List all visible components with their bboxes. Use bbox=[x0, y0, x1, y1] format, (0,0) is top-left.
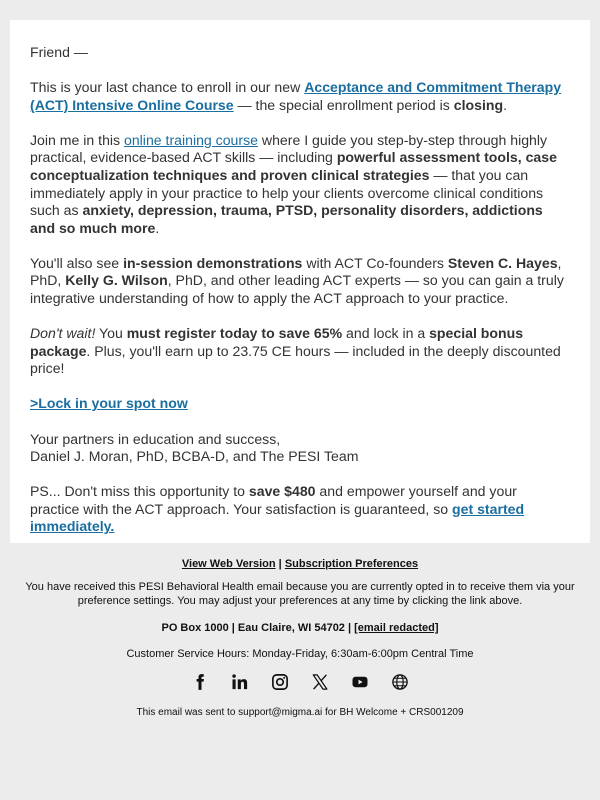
footer-links: View Web Version | Subscription Preferences bbox=[181, 558, 419, 570]
contact-email-link[interactable]: [email redacted] bbox=[354, 622, 439, 634]
course-link[interactable]: Acceptance and Commitment Therapy (ACT) Intensive Online Course bbox=[30, 79, 562, 113]
mailing-address: PO Box 1000 | Eau Claire, WI 54702 | [email redacted] bbox=[161, 622, 439, 634]
globe-icon[interactable] bbox=[390, 672, 410, 692]
paragraph-last-chance: This is your last chance to enroll in our new Acceptance and Commitment Therapy (ACT) Intensive Online Course — the special enrollment period is closing. bbox=[30, 79, 562, 113]
social-icons bbox=[0, 672, 600, 694]
email-body bbox=[10, 20, 590, 543]
lock-in-spot-link[interactable]: >Lock in your spot now bbox=[30, 395, 188, 412]
signoff: Your partners in education and success, Daniel J. Moran, PhD, BCBA-D, and The PESI Team bbox=[30, 430, 359, 465]
paragraph-dont-wait: Don't wait! You must register today to save 65% and lock in a special bonus package. Plus, you'll earn up to 23.75 CE hours — included in the deeply discounted price! bbox=[30, 325, 561, 377]
view-web-version-link[interactable]: View Web Version bbox=[181, 558, 276, 570]
facebook-icon[interactable] bbox=[190, 672, 210, 692]
opt-in-note: You have received this PESI Behavioral Health email because you are currently opted in to receive them via your preference settings. You may adjust your preferences at any time by clicking the link above. bbox=[25, 581, 575, 607]
subscription-preferences-link[interactable]: Subscription Preferences bbox=[284, 558, 419, 570]
get-started-link[interactable]: get started immediately. bbox=[30, 500, 525, 535]
ps-paragraph: PS... Don't miss this opportunity to save $480 and empower yourself and your practice with the ACT approach. Your satisfaction is guaranteed, so get started immediately. bbox=[30, 483, 525, 535]
youtube-icon[interactable] bbox=[350, 672, 370, 692]
x-icon[interactable] bbox=[310, 672, 330, 692]
sent-to-note: This email was sent to support@migma.ai for BH Welcome + CRS001209 bbox=[136, 707, 464, 718]
instagram-icon[interactable] bbox=[270, 672, 290, 692]
email-footer bbox=[0, 543, 600, 718]
service-hours: Customer Service Hours: Monday-Friday, 6:30am-6:00pm Central Time bbox=[126, 648, 474, 660]
linkedin-icon[interactable] bbox=[230, 672, 250, 692]
greeting: Friend — bbox=[30, 44, 88, 60]
online-training-link[interactable]: online training course bbox=[124, 131, 258, 148]
cta-paragraph bbox=[30, 395, 570, 413]
paragraph-demonstrations: You'll also see in-session demonstrations with ACT Co-founders Steven C. Hayes, PhD, Kelly G. Wilson, PhD, and other leading ACT experts — so you can gain a truly integrative understanding of how to apply the ACT approach to your practice. bbox=[30, 254, 564, 307]
paragraph-join: Join me in this online training course where I guide you step-by-step through highly practical, evidence-based ACT skills — including powerful assessment tools, case conceptualization techniques and proven clinical strategies — that you can immediately apply in your practice to help your clients overcome clinical conditions such as anxiety, depression, trauma, PTSD, personality disorders, addictions and so much more. bbox=[30, 131, 557, 236]
